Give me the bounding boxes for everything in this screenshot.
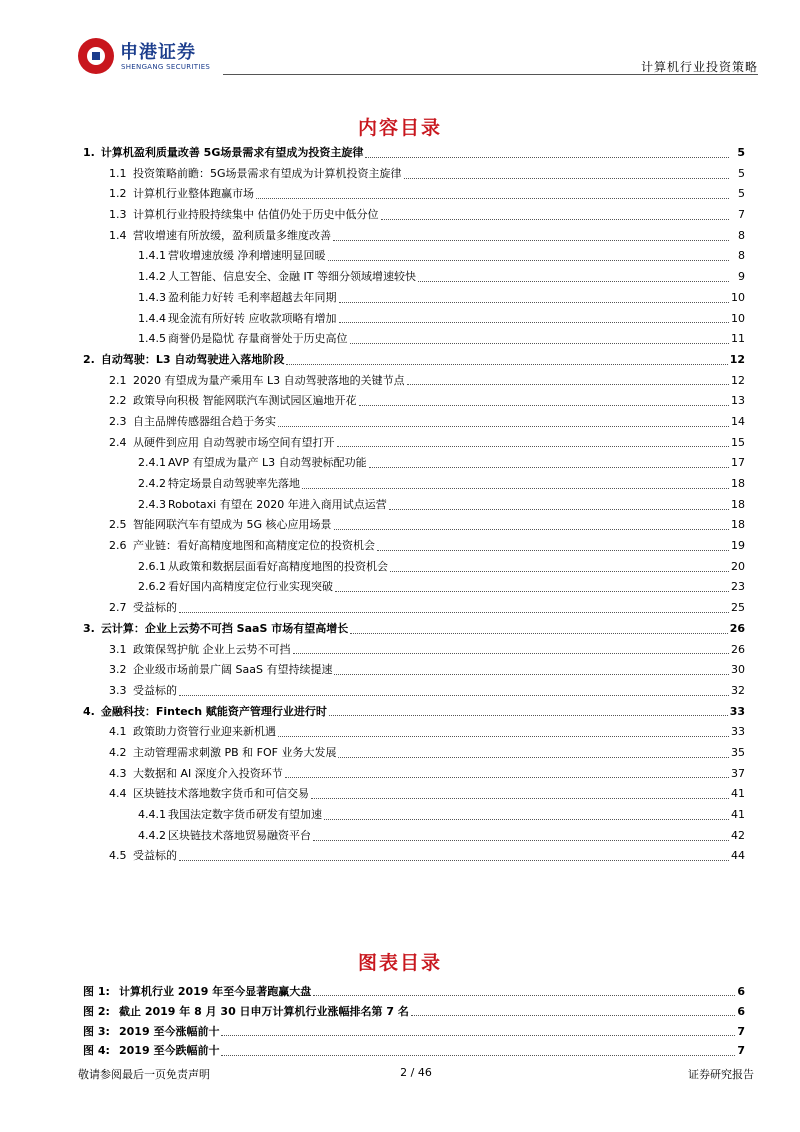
dot-leader [389,501,729,510]
toc-entry-number: 1. [83,146,95,159]
toc-entry-page: 23 [731,580,745,594]
brand-name: 申港证券 [120,42,196,63]
dot-leader [285,769,729,778]
toc-entry-number: 2.3 [109,414,127,428]
toc-entry-page: 5 [737,146,745,159]
dot-leader [278,728,729,737]
toc-entry-title: 自主品牌传感器组合趋于务实 [133,414,276,428]
toc-entry-page: 12 [729,352,745,366]
toc-entry-title: 看好国内高精度定位行业实现突破 [168,580,333,594]
list-of-figures [83,982,745,1061]
toc-entry[interactable] [83,267,745,288]
toc-entry[interactable] [83,474,745,495]
toc-entry-number: 2.1 [109,373,127,387]
toc-title: 内容目录 [357,117,442,139]
toc-entry[interactable] [83,350,745,371]
toc-entry[interactable] [83,309,745,330]
toc-entry-number: 2. [83,352,95,366]
toc-entry-title: 计算机行业持股持续集中 估值仍处于历史中低分位 [133,208,379,222]
figure-entry[interactable] [83,982,745,1002]
figure-entry-label: 图 3: [83,1024,110,1038]
toc-entry[interactable] [83,433,745,454]
toc-entry-number: 3. [83,621,95,635]
toc-entry-title: AVP 有望成为量产 L3 自动驾驶标配功能 [168,456,367,470]
toc-entry[interactable] [83,391,745,412]
report-type: 计算机行业投资策略 [640,60,758,74]
toc-entry-page: 44 [731,849,745,863]
toc-entry-page: 20 [731,559,745,573]
toc-entry-title: 2020 有望成为量产乘用车 L3 自动驾驶落地的关键节点 [133,373,405,387]
toc-entry-number: 3.2 [109,663,127,677]
toc-entry-number: 1.4.1 [138,249,166,263]
figure-entry-label: 图 1: [83,985,110,998]
dot-leader [328,252,730,261]
toc-entry-title: 主动管理需求刺激 PB 和 FOF 业务大发展 [133,745,337,759]
dot-leader [179,687,729,696]
toc-entry-page: 26 [729,621,745,635]
toc-entry-page: 26 [731,642,745,656]
dot-leader [390,563,729,572]
toc-entry[interactable] [83,515,745,536]
page-number: 2 / 46 [400,1066,432,1079]
toc-entry[interactable] [83,660,745,681]
toc-entry-number: 2.5 [109,518,127,532]
toc-entry[interactable] [83,619,745,640]
toc-entry-page: 42 [731,828,745,842]
dot-leader [369,459,729,468]
figure-entry-title: 计算机行业 2019 年至今显著跑赢大盘 [119,985,312,998]
figure-entry-page: 7 [737,1044,745,1058]
toc-entry[interactable] [83,164,745,185]
toc-entry-number: 2.4.2 [138,477,166,490]
figure-entry-page: 6 [737,985,745,998]
toc-entry-number: 2.4.3 [138,497,166,511]
dot-leader [256,190,729,199]
toc-entry-number: 1.4 [109,228,127,242]
dot-leader [365,149,729,158]
toc-entry-page: 41 [731,787,745,801]
dot-leader [337,438,730,447]
toc-entry-title: 大数据和 AI 深度介入投资环节 [133,766,283,780]
dot-leader [221,1027,735,1036]
toc-entry-number: 2.6.2 [138,580,166,594]
toc-entry-page: 5 [738,166,745,180]
toc-entry-page: 12 [731,373,745,387]
toc-entry-page: 9 [738,270,745,284]
toc-entry-page: 8 [738,249,745,263]
toc-entry[interactable] [83,784,745,805]
dot-leader [350,625,727,634]
toc-entry-title: 盈利能力好转 毛利率超越去年同期 [168,290,337,304]
figure-entry-label: 图 4: [83,1044,110,1058]
dot-leader [339,294,730,303]
table-of-contents [83,143,745,867]
toc-entry-title: 现金流有所好转 应收款项略有增加 [168,311,337,325]
toc-entry[interactable] [83,743,745,764]
toc-entry[interactable] [83,577,745,598]
toc-entry-title: 受益标的 [133,849,177,863]
toc-entry-page: 15 [731,435,745,449]
figure-entry-title: 2019 至今跌幅前十 [119,1044,220,1058]
dot-leader [311,790,729,799]
dot-leader [278,418,729,427]
toc-entry[interactable] [83,205,745,226]
toc-entry[interactable] [83,246,745,267]
toc-entry-number: 1.1 [109,166,127,180]
dot-leader [418,273,729,282]
toc-entry-title: 计算机行业整体跑赢市场 [133,187,254,201]
toc-entry-title: 企业级市场前景广阔 SaaS 有望持续提速 [133,663,333,677]
toc-entry-number: 2.7 [109,601,127,615]
toc-entry-page: 25 [731,601,745,615]
toc-entry-page: 32 [731,683,745,697]
figure-entry-title: 2019 至今涨幅前十 [119,1024,220,1038]
toc-entry-page: 8 [738,228,745,242]
dot-leader [179,604,729,613]
disclaimer-note: 敬请参阅最后一页免责声明 [78,1068,210,1081]
figure-entry[interactable] [83,1041,745,1061]
toc-entry-page: 30 [731,663,745,677]
figures-title: 图表目录 [357,952,442,974]
dot-leader [350,335,730,344]
toc-entry-title: 我国法定数字货币研发有望加速 [168,808,322,821]
toc-entry-number: 1.2 [109,187,127,201]
toc-entry-page: 37 [731,766,745,780]
toc-entry-page: 11 [731,332,745,346]
toc-entry-page: 10 [731,290,745,304]
dot-leader [407,376,729,385]
dot-leader [334,521,729,530]
toc-entry-title: 商誉仍是隐忧 存量商誉处于历史高位 [168,332,348,346]
toc-entry-page: 7 [738,208,745,222]
toc-entry-page: 10 [731,311,745,325]
toc-entry[interactable] [83,412,745,433]
toc-entry-page: 19 [731,539,745,553]
dot-leader [334,666,729,675]
toc-entry[interactable] [83,826,745,847]
toc-entry-page: 18 [731,497,745,511]
toc-entry[interactable] [83,681,745,702]
toc-entry-page: 18 [731,477,745,490]
toc-entry-title: 人工智能、信息安全、金融 IT 等细分领域增速较快 [168,270,416,284]
dot-leader [338,749,729,758]
toc-entry-number: 2.4 [109,435,127,449]
dot-leader [377,542,729,551]
toc-entry[interactable] [83,226,745,247]
toc-entry[interactable] [83,143,745,164]
toc-entry-title: 政策导向积极 智能网联汽车测试园区遍地开花 [133,394,357,408]
toc-entry-number: 1.4.3 [138,290,166,304]
dot-leader [313,987,735,996]
page-header [78,36,758,80]
toc-entry-title: 云计算：企业上云势不可挡 SaaS 市场有望高增长 [100,621,349,635]
toc-entry-number: 4.1 [109,725,127,739]
toc-entry-number: 1.4.2 [138,270,166,284]
toc-entry-page: 33 [729,704,745,718]
dot-leader [324,811,729,820]
figure-entry-title: 截止 2019 年 8 月 30 日申万计算机行业涨幅排名第 7 名 [119,1004,409,1018]
header-divider [223,74,758,75]
dot-leader [411,1007,735,1016]
toc-entry-number: 4. [83,704,95,718]
toc-entry[interactable] [83,557,745,578]
toc-entry-title: 政策保驾护航 企业上云势不可挡 [133,642,291,656]
dot-leader [339,314,730,323]
toc-entry-title: 产业链：看好高精度地图和高精度定位的投资机会 [133,539,375,553]
dot-leader [293,645,730,654]
dot-leader [313,832,729,841]
toc-entry-title: 政策助力资管行业迎来新机遇 [133,725,276,739]
toc-entry[interactable] [83,846,745,867]
toc-entry-title: 受益标的 [133,683,177,697]
toc-entry-title: 营收增速有所放缓，盈利质量多维度改善 [133,228,331,242]
figure-entry-page: 6 [737,1004,745,1018]
toc-entry-title: 自动驾驶：L3 自动驾驶进入落地阶段 [100,352,285,366]
figure-entry[interactable] [83,1022,745,1042]
brand-logo-icon [78,38,114,74]
toc-entry-number: 4.5 [109,849,127,863]
toc-entry-title: 营收增速放缓 净利增速明显回暖 [168,249,326,263]
toc-entry-page: 18 [731,518,745,532]
toc-entry-number: 4.4.2 [138,828,166,842]
dot-leader [329,707,728,716]
toc-entry-page: 14 [731,414,745,428]
toc-entry-title: 区块链技术落地数字货币和可信交易 [133,787,309,801]
toc-entry[interactable] [83,536,745,557]
dot-leader [221,1047,735,1056]
toc-entry-number: 2.6 [109,539,127,553]
dot-leader [179,852,729,861]
brand-name-en: SHENGANG SECURITIES [121,63,211,71]
toc-entry-page: 5 [738,187,745,201]
toc-entry-number: 4.3 [109,766,127,780]
toc-entry-title: Robotaxi 有望在 2020 年进入商用试点运营 [168,497,387,511]
toc-entry-title: 金融科技：Fintech 赋能资产管理行业进行时 [100,704,327,718]
toc-entry-title: 从政策和数据层面看好高精度地图的投资机会 [168,559,388,573]
toc-entry-title: 投资策略前瞻：5G场景需求有望成为计算机投资主旋律 [133,166,402,180]
figure-entry-label: 图 2: [83,1004,110,1018]
toc-entry-title: 智能网联汽车有望成为 5G 核心应用场景 [133,518,332,532]
dot-leader [286,356,727,365]
dot-leader [404,170,729,179]
toc-entry-number: 2.2 [109,394,127,408]
toc-entry[interactable] [83,184,745,205]
toc-entry-number: 4.2 [109,745,127,759]
toc-entry-title: 从硬件到应用 自动驾驶市场空间有望打开 [133,435,335,449]
toc-entry-title: 计算机盈利质量改善 5G场景需求有望成为投资主旋律 [100,146,364,159]
toc-entry-number: 3.1 [109,642,127,656]
toc-entry-number: 1.3 [109,208,127,222]
toc-entry-number: 1.4.5 [138,332,166,346]
toc-entry[interactable] [83,495,745,516]
figure-entry-page: 7 [737,1024,745,1038]
toc-entry-page: 41 [731,808,745,821]
dot-leader [335,583,729,592]
toc-entry-number: 4.4 [109,787,127,801]
report-label: 证券研究报告 [688,1068,754,1081]
toc-entry[interactable] [83,371,745,392]
toc-entry-page: 33 [731,725,745,739]
toc-entry-number: 1.4.4 [138,311,166,325]
toc-entry[interactable] [83,702,745,723]
figure-entry[interactable] [83,1002,745,1022]
toc-entry-title: 区块链技术落地贸易融资平台 [168,828,311,842]
toc-entry-page: 13 [731,394,745,408]
toc-entry[interactable] [83,722,745,743]
toc-entry[interactable] [83,640,745,661]
toc-entry-number: 2.4.1 [138,456,166,470]
toc-entry[interactable] [83,764,745,785]
toc-entry-title: 特定场景自动驾驶率先落地 [168,477,300,490]
dot-leader [381,211,730,220]
toc-entry[interactable] [83,329,745,350]
dot-leader [359,397,730,406]
toc-entry[interactable] [83,288,745,309]
toc-entry-page: 17 [731,456,745,470]
toc-entry[interactable] [83,598,745,619]
toc-entry-number: 4.4.1 [138,808,166,821]
toc-entry[interactable] [83,453,745,474]
dot-leader [302,480,729,489]
toc-entry-page: 35 [731,745,745,759]
toc-entry-number: 2.6.1 [138,559,166,573]
toc-entry-title: 受益标的 [133,601,177,615]
dot-leader [333,232,729,241]
toc-entry[interactable] [83,805,745,826]
toc-entry-number: 3.3 [109,683,127,697]
